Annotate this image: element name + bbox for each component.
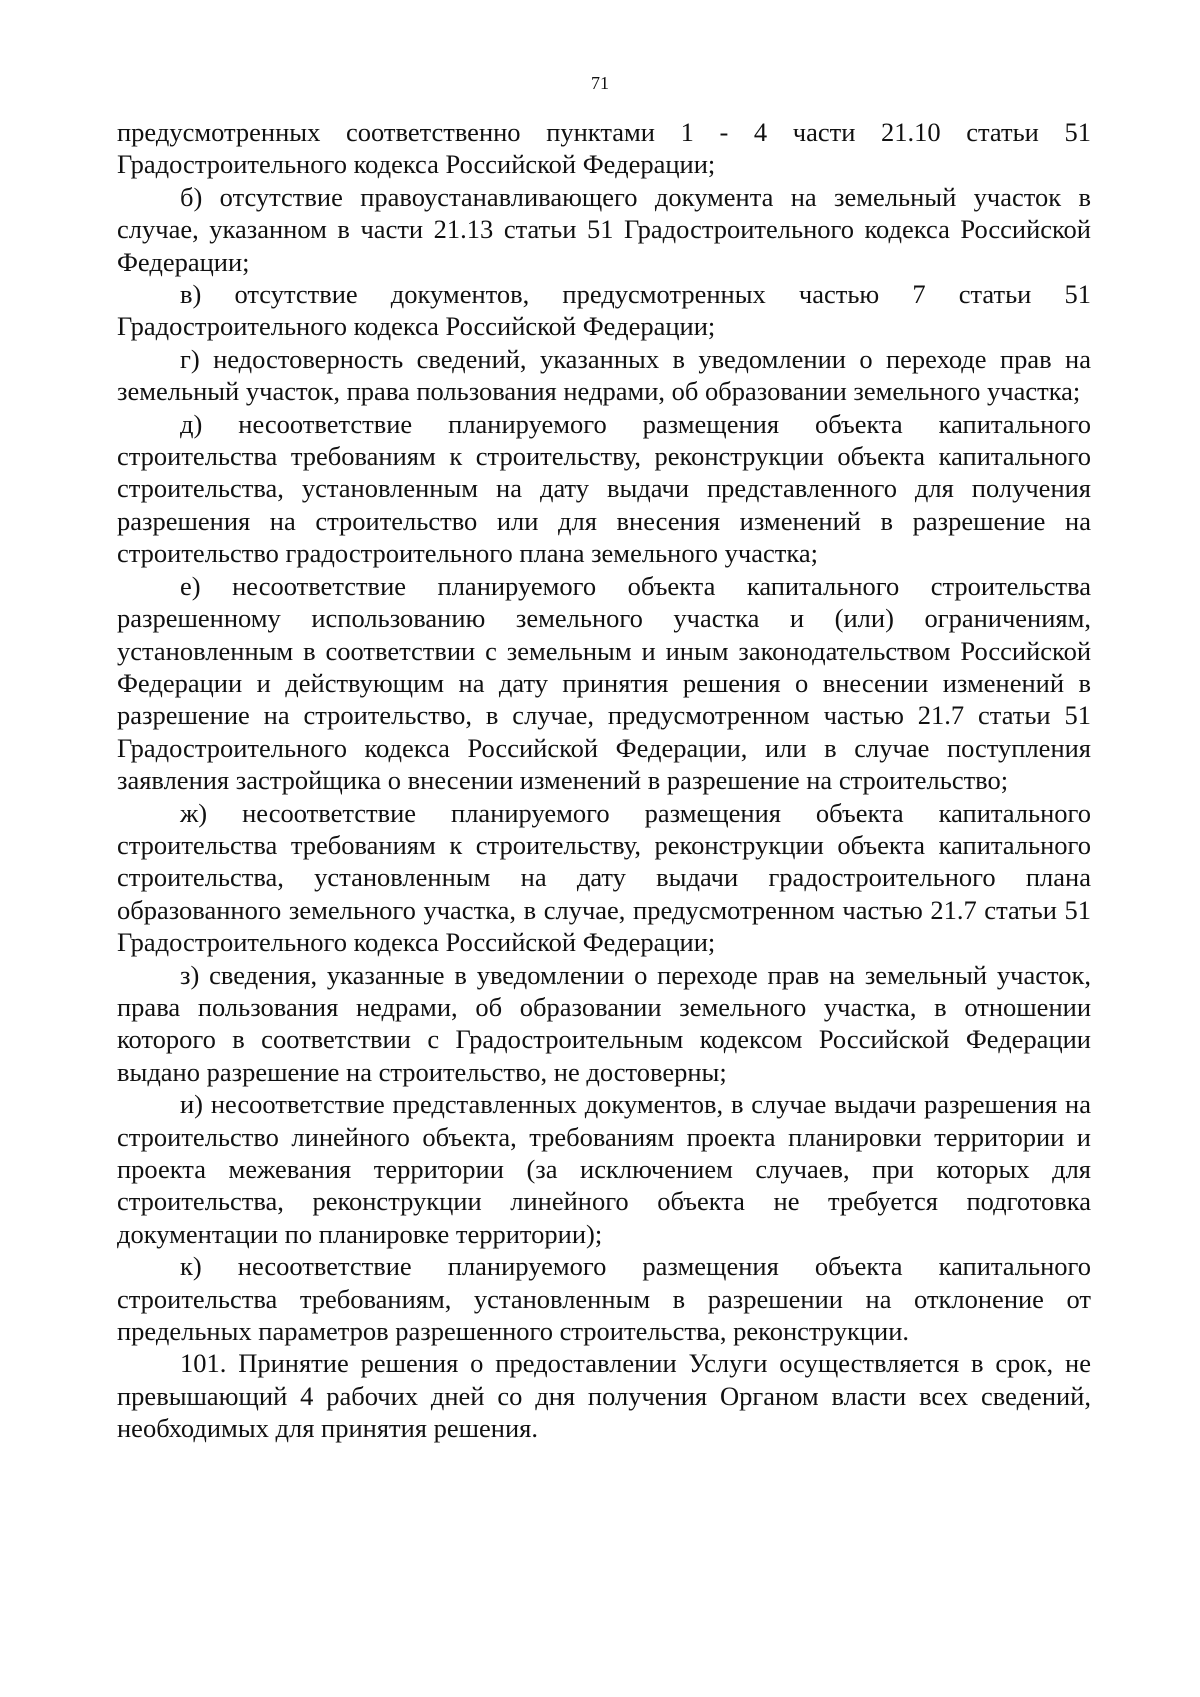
paragraph-continuation: предусмотренных соответственно пунктами 1 - 4 части 21.10 статьи 51 Градостроительного кодекса Российской Федерации; xyxy=(117,117,1091,180)
paragraph-item-k: к) несоответствие планируемого размещения объекта капитального строительства требованиям, установленным в разрешении на отклонение от предельных параметров разрешенного строительства, реконструкции. xyxy=(117,1251,1091,1347)
paragraph-item-v: в) отсутствие документов, предусмотренных частью 7 статьи 51 Градостроительного кодекса Российской Федерации; xyxy=(117,279,1091,342)
paragraph-item-g: г) недостоверность сведений, указанных в уведомлении о переходе прав на земельный участок, права пользования недрами, об образовании земельного участка; xyxy=(117,343,1091,407)
paragraph-item-zh: ж) несоответствие планируемого размещения объекта капитального строительства требованиям к строительству, реконструкции объекта капитального строительства, установленным на дату выдачи градостроительного плана образованного земельного участка, в случае, предусмотренном частью 21.7 статьи 51 Градостроительного кодекса Российской Федерации; xyxy=(117,797,1091,958)
paragraph-item-z: з) сведения, указанные в уведомлении о переходе прав на земельный участок, права пользования недрами, об образовании земельного участка, в отношении которого в соответствии с Градостроительным кодексом Российской Федерации выдано разрешение на строительство, не достоверны; xyxy=(117,959,1091,1087)
paragraph-item-i: и) несоответствие представленных документов, в случае выдачи разрешения на строительство линейного объекта, требованиям проекта планировки территории и проекта межевания территории (за исключением случаев, при которых для строительства, реконструкции линейного объекта не требуется подготовка документации по планировке территории); xyxy=(117,1089,1091,1249)
paragraph-item-b: б) отсутствие правоустанавливающего документа на земельный участок в случае, указанном в части 21.13 статьи 51 Градостроительного кодекса Российской Федерации; xyxy=(117,181,1091,277)
page-number: 71 xyxy=(591,73,609,93)
paragraph-item-e: е) несоответствие планируемого объекта капитального строительства разрешенному использованию земельного участка и (или) ограничениям, установленным в соответствии с земельным и иным законодательством Российской Федерации и действующим на дату принятия решения о внесении изменений в разрешение на строительство, в случае, предусмотренном частью 21.7 статьи 51 Градостроительного кодекса Российской Федерации, или в случае поступления заявления застройщика о внесении изменений в разрешение на строительство; xyxy=(117,570,1091,796)
document-body xyxy=(117,116,1091,1445)
paragraph-item-d: д) несоответствие планируемого размещения объекта капитального строительства требованиям к строительству, реконструкции объекта капитального строительства, установленным на дату выдачи представленного для получения разрешения на строительство или для внесения изменений в разрешение на строительство градостроительного плана земельного участка; xyxy=(117,408,1091,569)
paragraph-101: 101. Принятие решения о предоставлении Услуги осуществляется в срок, не превышающий 4 рабочих дней со дня получения Органом власти всех сведений, необходимых для принятия решения. xyxy=(117,1348,1091,1444)
